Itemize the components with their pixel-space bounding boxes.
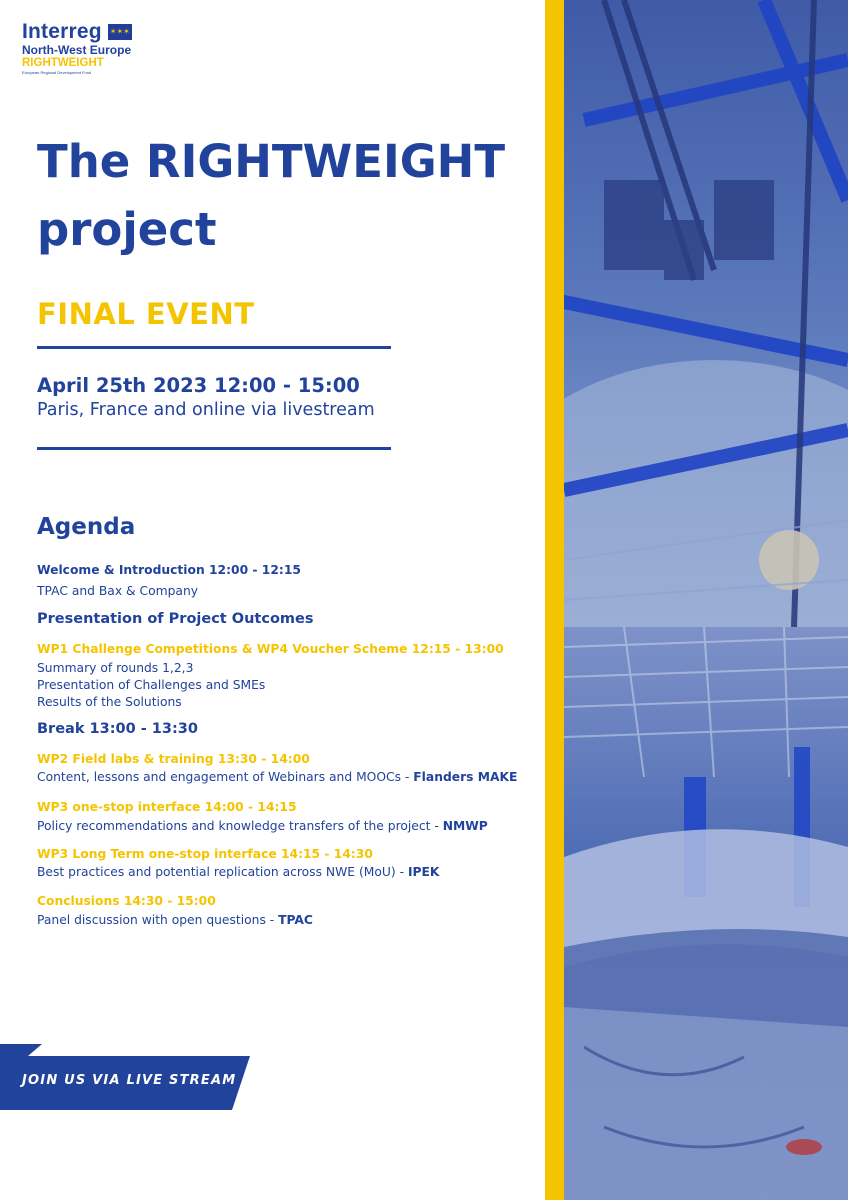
- factory-photo-bottom: [564, 627, 848, 1200]
- logo-brand: Interreg: [22, 20, 102, 43]
- agenda-wp2: WP2 Field labs & training 13:30 - 14:00: [37, 752, 310, 766]
- agenda-wp1-item: Presentation of Challenges and SMEs: [37, 678, 266, 692]
- factory-photo-top: [564, 0, 848, 627]
- divider: [37, 346, 391, 349]
- agenda-wp2-org: Flanders MAKE: [413, 770, 518, 784]
- agenda-wp1: WP1 Challenge Competitions & WP4 Voucher Scheme 12:15 - 13:00: [37, 642, 504, 656]
- event-location: Paris, France and online via livestream: [37, 400, 375, 420]
- accent-band: [545, 0, 564, 1200]
- event-subtitle: FINAL EVENT: [37, 297, 255, 331]
- logo-project: RIGHTWEIGHT: [22, 57, 104, 69]
- agenda-break: Break 13:00 - 13:30: [37, 721, 198, 737]
- divider: [37, 447, 391, 450]
- agenda-wp3: WP3 one-stop interface 14:00 - 14:15: [37, 800, 297, 814]
- logo-fund: European Regional Development Fund: [22, 70, 92, 75]
- agenda-heading: Agenda: [37, 514, 136, 540]
- agenda-wp1-item: Results of the Solutions: [37, 695, 182, 709]
- event-date: April 25th 2023 12:00 - 15:00: [37, 374, 360, 397]
- page-title: The RIGHTWEIGHT project: [37, 135, 506, 256]
- agenda-welcome-by: TPAC and Bax & Company: [37, 584, 199, 598]
- agenda-wp3lt-org: IPEK: [407, 865, 440, 879]
- agenda-wp3-org: NMWP: [442, 819, 488, 833]
- agenda-conclusions: Conclusions 14:30 - 15:00: [37, 894, 216, 908]
- agenda-wp2-desc: Content, lessons and engagement of Webinars and MOOCs - Flanders MAKE: [37, 770, 518, 784]
- agenda-wp1-item: Summary of rounds 1,2,3: [37, 661, 194, 675]
- logo-programme: North-West Europe: [22, 43, 132, 57]
- interreg-logo: [22, 22, 162, 75]
- agenda-wp3lt: WP3 Long Term one-stop interface 14:15 - 14:30: [37, 847, 373, 861]
- agenda-welcome: Welcome & Introduction 12:00 - 12:15: [37, 563, 301, 577]
- eu-flag-icon: ✶✶✶: [108, 24, 132, 40]
- agenda-conclusions-desc: Panel discussion with open questions - TPAC: [37, 913, 313, 927]
- agenda-outcomes: Presentation of Project Outcomes: [37, 611, 314, 627]
- live-stream-label[interactable]: JOIN US VIA LIVE STREAM: [22, 1073, 237, 1088]
- agenda-wp3-desc: Policy recommendations and knowledge transfers of the project - NMWP: [37, 819, 488, 833]
- agenda-conclusions-org: TPAC: [278, 913, 313, 927]
- agenda-wp3lt-desc: Best practices and potential replication across NWE (MoU) - IPEK: [37, 865, 440, 879]
